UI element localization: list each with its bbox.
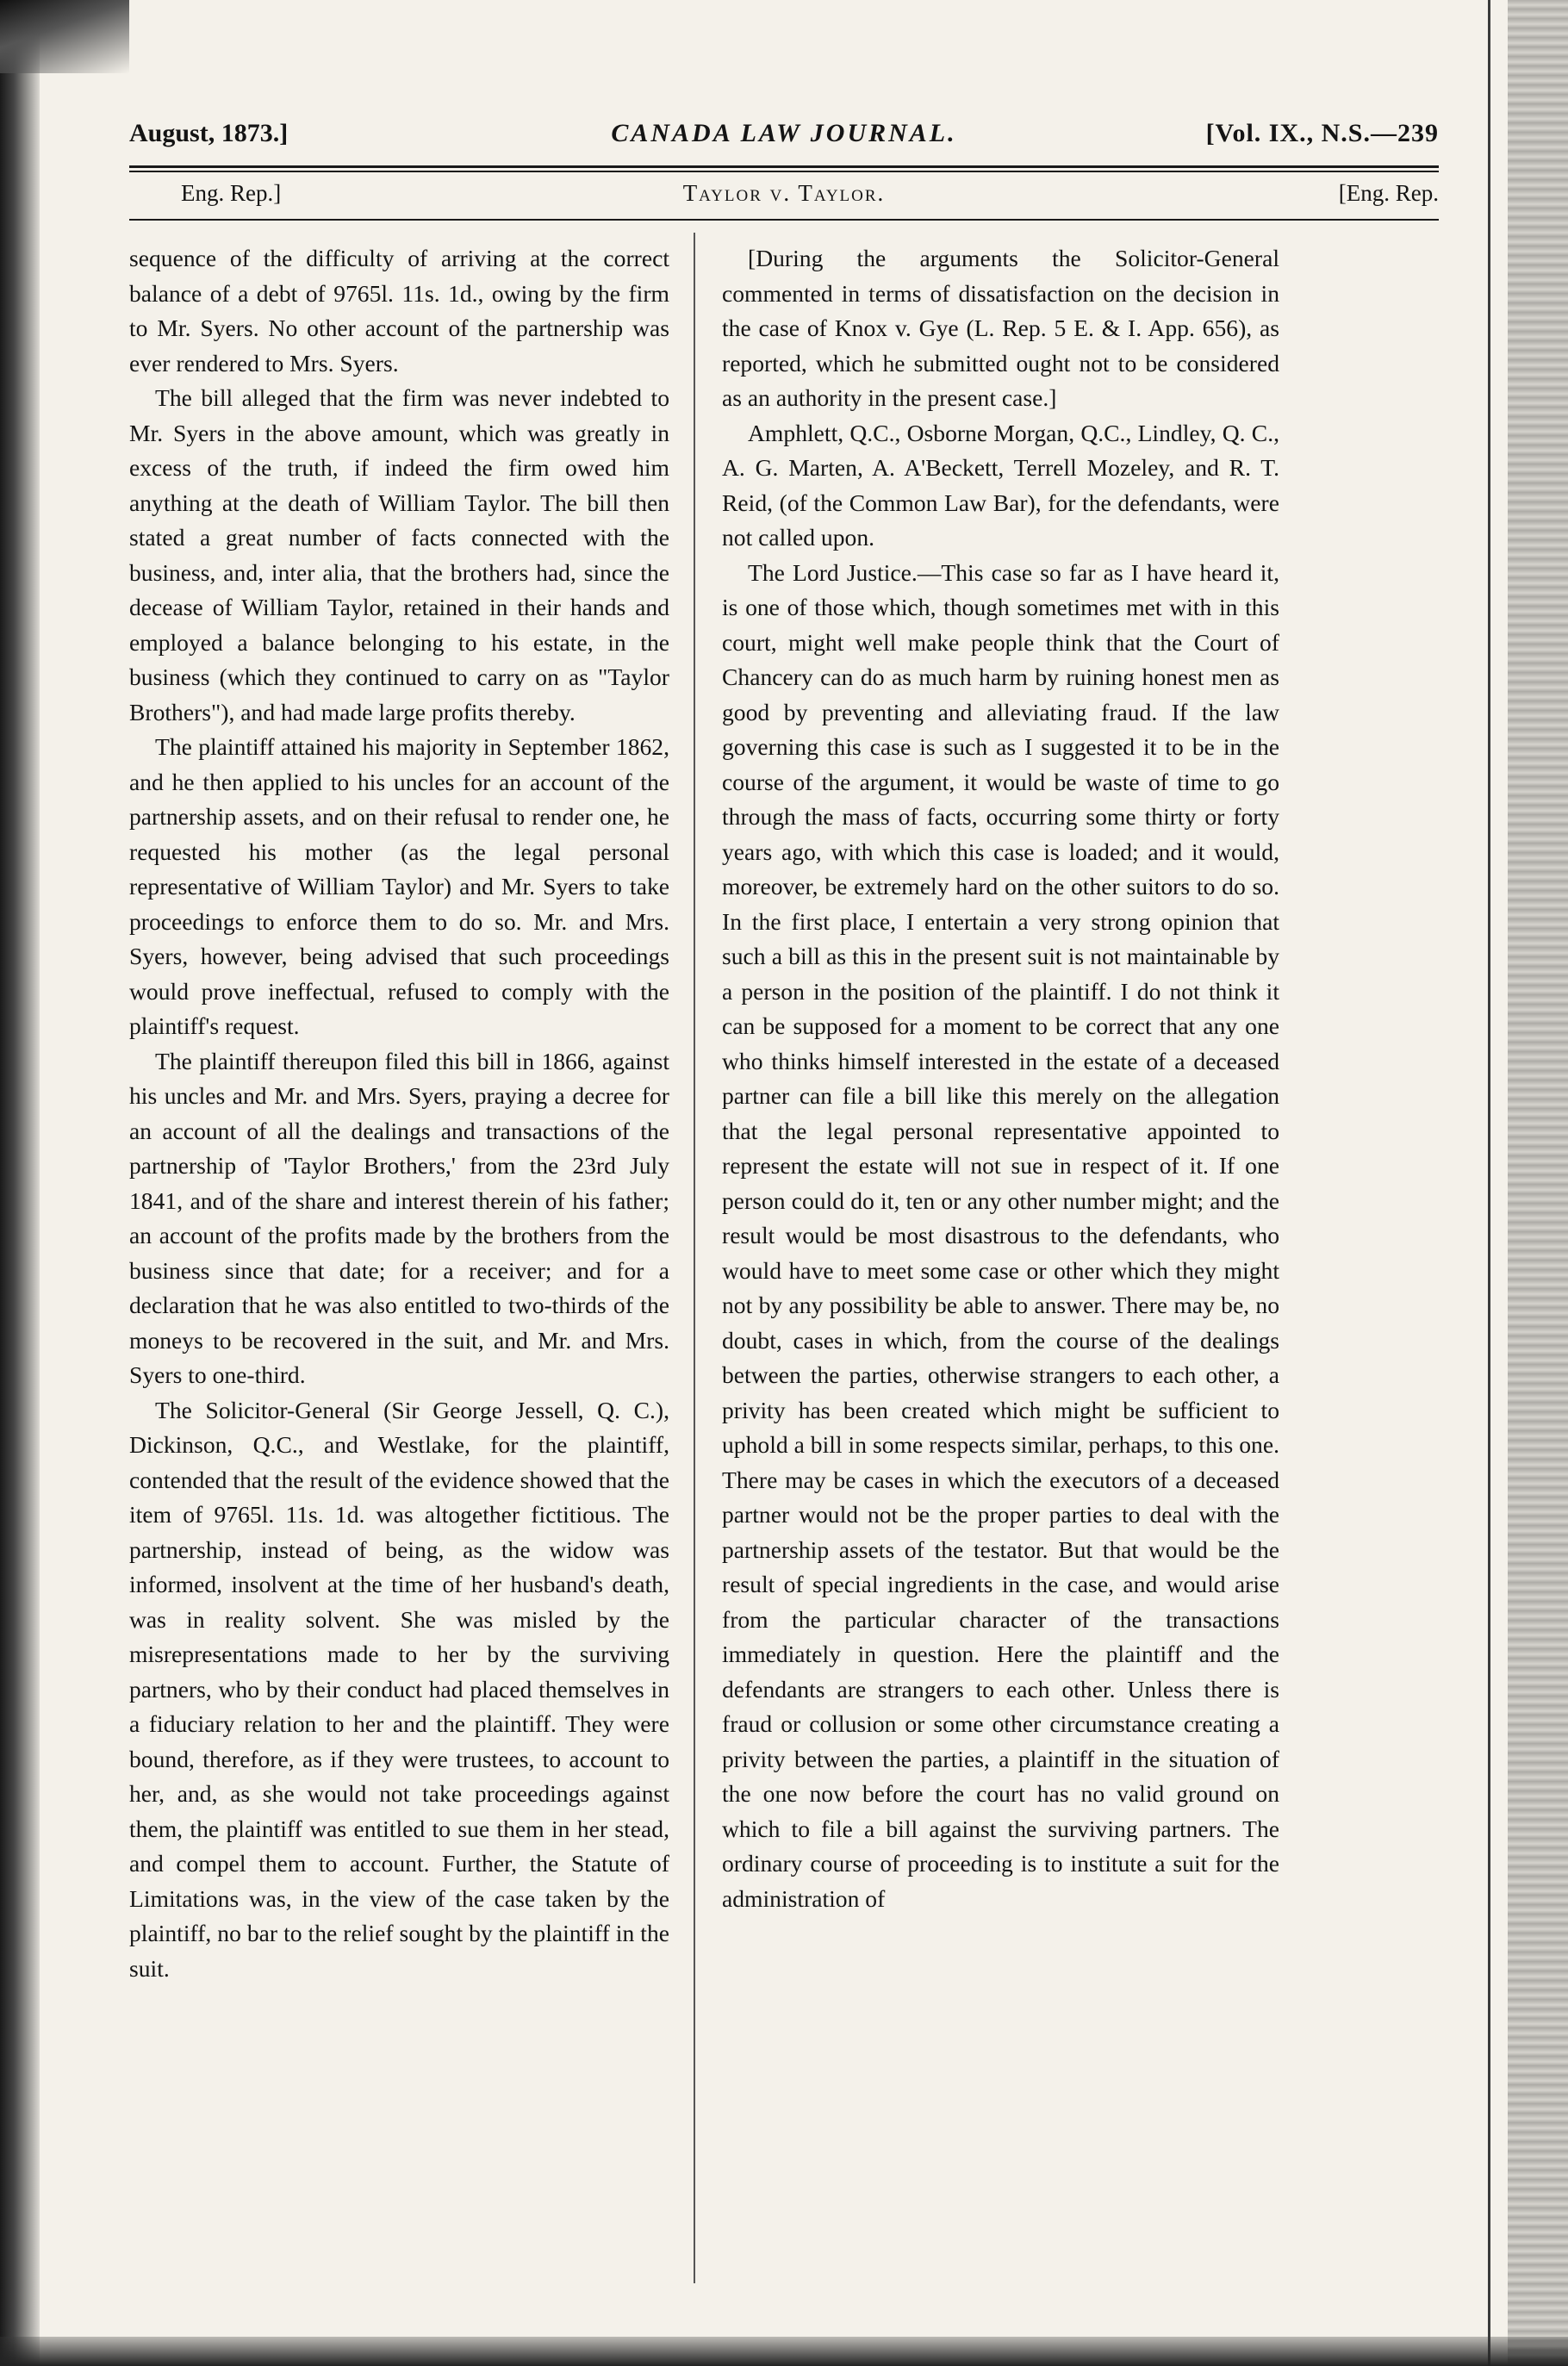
paragraph: The plaintiff thereupon filed this bill in 1866, against his uncles and Mr. and Mrs. Syers, praying a decree for an account of all the dealings and transactions of the partnership of 'Taylor Brothers,' from the 23rd July 1841, and of the share and interest therein of his father; an account of the profits made by the brothers from the business since that date; for a receiver; and for a declaration that he was also entitled to two-thirds of the moneys to be recovered in the suit, and Mr. and Mrs. Syers to one-third. xyxy=(129,1047,669,1388)
column-divider xyxy=(694,233,695,2283)
header-rule-bottom xyxy=(129,171,1439,172)
paragraph: [During the arguments the Solicitor-General commented in terms of dissatisfaction on the decision in the case of Knox v. Gye (L. Rep. 5 E. & I. App. 656), as reported, which he submitted ought not to be considered as an authority in the present case.] xyxy=(722,245,1279,411)
paragraph: The plaintiff attained his majority in September 1862, and he then applied to his uncles for an account of the partnership assets, and on their refusal to render one, he requested his mother (as the legal personal representative of William Taylor) and Mr. Syers to take proceedings to enforce them to do so. Mr. and Mrs. Syers, however, being advised that such proceedings would prove ineffectual, refused to comply with the plaintiff's request. xyxy=(129,733,669,1039)
left-column xyxy=(129,241,669,1986)
paragraph: sequence of the difficulty of arriving at the correct balance of a debt of 9765l. 11s. 1d., owing by the firm to Mr. Syers. No other account of the partnership was ever rendered to Mrs. Syers. xyxy=(129,245,669,377)
scan-edge-right xyxy=(1508,0,1568,2366)
scan-edge-left xyxy=(0,0,40,2366)
subheader-rule xyxy=(129,219,1439,221)
paragraph: Amphlett, Q.C., Osborne Morgan, Q.C., Lindley, Q. C., A. G. Marten, A. A'Beckett, Terrell Mozeley, and R. T. Reid, (of the Common Law Bar), for the defendants, were not called upon. xyxy=(722,419,1279,551)
paragraph: The Solicitor-General (Sir George Jessell, Q. C.), Dickinson, Q.C., and Westlake, for the plaintiff, contended that the result of the evidence showed that the item of 9765l. 11s. 1d. was altogether fictitious. The partnership, instead of being, as the widow was informed, insolvent at the time of her husband's death, was in reality solvent. She was misled by the misrepresentations made to her by the surviving partners, who by their conduct had placed themselves in a fiduciary relation to her and the plaintiff. They were bound, therefore, as if they were trustees, to account to her, and, as she would not take proceedings against them, the plaintiff was entitled to sue them in her stead, and compel them to account. Further, the Statute of Limitations was, in the view of the case taken by the plaintiff, no bar to the relief sought by the plaintiff in the suit. xyxy=(129,1396,669,1982)
case-title: Taylor v. Taylor. xyxy=(682,180,886,206)
paragraph: The Lord Justice.—This case so far as I have heard it, is one of those which, though sometimes met with in this court, might well make people think that the Court of Chancery can do as much harm by ruining honest men as good by preventing and alleviating fraud. If the law governing this case is such as I suggested it to be in the course of the argument, it would be waste of time to go through the mass of facts, occurring some thirty or forty years ago, with which this case is loaded; and it would, moreover, be extremely hard on the other suitors to do so. In the first place, I entertain a very strong opinion that such a bill as this in the present suit is not maintainable by a person in the position of the plaintiff. I do not think it can be supposed for a moment to be correct that any one who thinks himself interested in the estate of a deceased partner can file a bill like this merely on the allegation that the legal personal representative appointed to represent the estate will not sue in respect of it. If one person could do it, ten or any other number might; and the result would be most disastrous to the defendants, who would have to meet some case or other which they might not by any possibility be able to answer. There may be, no doubt, cases in which, from the course of the dealings between the parties, otherwise strangers to each other, a privity has been created which might be sufficient to uphold a bill in some respects similar, perhaps, to this one. There may be cases in which the executors of a deceased partner would not be the proper parties to deal with the partnership assets of the testator. But that would be the result of special ingredients in the case, and would arise from the particular character of the transactions immediately in question. Here the plaintiff and the defendants are strangers to each other. Unless there is fraud or collusion or some other circumstance creating a privity between the parties, a plaintiff in the situation of the one now before the court has no valid ground on which to file a bill against the surviving partners. The ordinary course of proceeding is to institute a suit for the administration of xyxy=(722,558,1279,1912)
running-header xyxy=(129,119,1439,162)
scan-edge-bottom xyxy=(0,2337,1568,2366)
volume-page-number: [Vol. IX., N.S.—239 xyxy=(1205,119,1439,147)
paragraph: The bill alleged that the firm was never indebted to Mr. Syers in the above amount, which was greatly in excess of the truth, if indeed the firm owed him anything at the death of William Taylor. The bill then stated a great number of facts connected with the business, and, inter alia, that the brothers had, since the decease of William Taylor, retained in their hands and employed a balance belonging to his estate, in the business (which they continued to carry on as "Taylor Brothers"), and had made large profits thereby. xyxy=(129,384,669,725)
report-series-right: [Eng. Rep. xyxy=(1338,180,1439,206)
header-date: August, 1873.] xyxy=(129,119,289,147)
report-series-left: Eng. Rep.] xyxy=(181,180,282,206)
case-header xyxy=(129,180,1439,218)
journal-title: CANADA LAW JOURNAL. xyxy=(611,119,957,147)
scan-edge-line xyxy=(1488,0,1490,2366)
right-column xyxy=(722,241,1279,1916)
header-rule-top xyxy=(129,165,1439,168)
scan-corner-shadow xyxy=(0,0,129,73)
